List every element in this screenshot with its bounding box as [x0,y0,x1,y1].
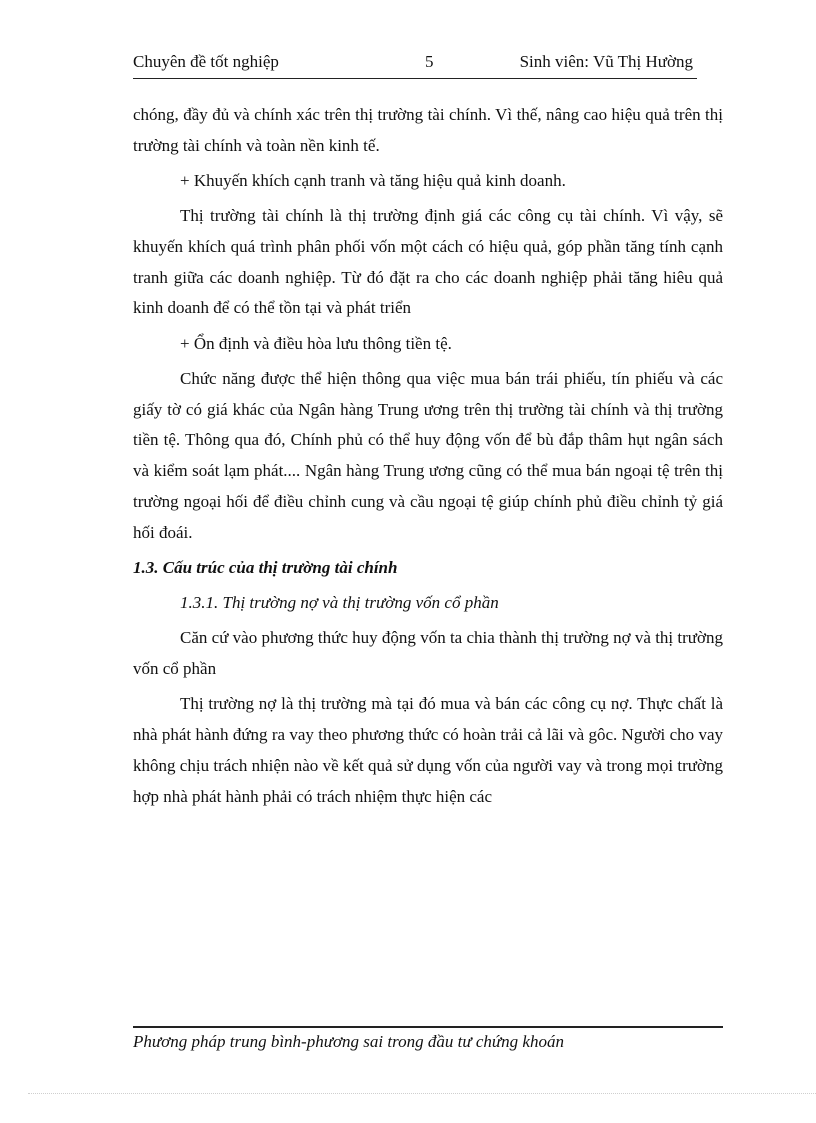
section-heading: 1.3. Cấu trúc của thị trường tài chính [133,557,398,577]
paragraph: Căn cứ vào phương thức huy động vốn ta chia thành thị trường nợ và thị trường vốn cổ phần [133,628,723,679]
page-number: 5 [425,52,434,71]
bullet-item: + Khuyến khích cạnh tranh và tăng hiệu quả kinh doanh. [180,171,566,190]
document-body [133,100,723,817]
page-bottom-divider [28,1093,816,1094]
page-header [133,52,697,79]
header-report-title: Chuyên đề tốt nghiệp [133,52,279,71]
bullet-item: + Ổn định và điều hòa lưu thông tiền tệ. [180,333,452,353]
paragraph: Thị trường tài chính là thị trường định giá các công cụ tài chính. Vì vậy, sẽ khuyến khích quá trình phân phối vốn một cách có hiệu quả, góp phần tăng tính cạnh tranh giữa các doanh nghiệp. Từ đó đặt ra cho các doanh nghiệp phải tăng hiêu quả kinh doanh để có thể tồn tại và phát triển [133,206,723,318]
page-footer: Phương pháp trung bình-phương sai trong đầu tư chứng khoán [133,1026,723,1052]
paragraph: chóng, đầy đủ và chính xác trên thị trường tài chính. Vì thế, nâng cao hiệu quả trên thị trường tài chính và toàn nền kinh tế. [133,105,723,155]
paragraph: Chức năng được thể hiện thông qua việc mua bán trái phiếu, tín phiếu và các giấy tờ có giá khác của Ngân hàng Trung ương trên thị trường tài chính và thị trường tiền tệ. Thông qua đó, Chính phủ có thể huy động vốn để bù đắp thâm hụt ngân sách và kiểm soát lạm phát.... Ngân hàng Trung ương cũng có thể mua bán ngoại tệ trên thị trường ngoại hối để điều chỉnh cung và cầu ngoại tệ giúp chính phủ điều chỉnh tỷ giá hối đoái. [133,369,723,542]
paragraph: Thị trường nợ là thị trường mà tại đó mua và bán các công cụ nợ. Thực chất là nhà phát hành đứng ra vay theo phương thức có hoàn trải cả lãi và gôc. Người cho vay không chịu trách nhiện nào về kết quả sử dụng vốn của người vay và trong mọi trường hợp nhà phát hành phải có trách nhiệm thực hiện các [133,694,723,806]
subsection-heading: 1.3.1. Thị trường nợ và thị trường vốn cổ phần [180,593,499,613]
header-student-name: Sinh viên: Vũ Thị Hường [519,52,693,71]
